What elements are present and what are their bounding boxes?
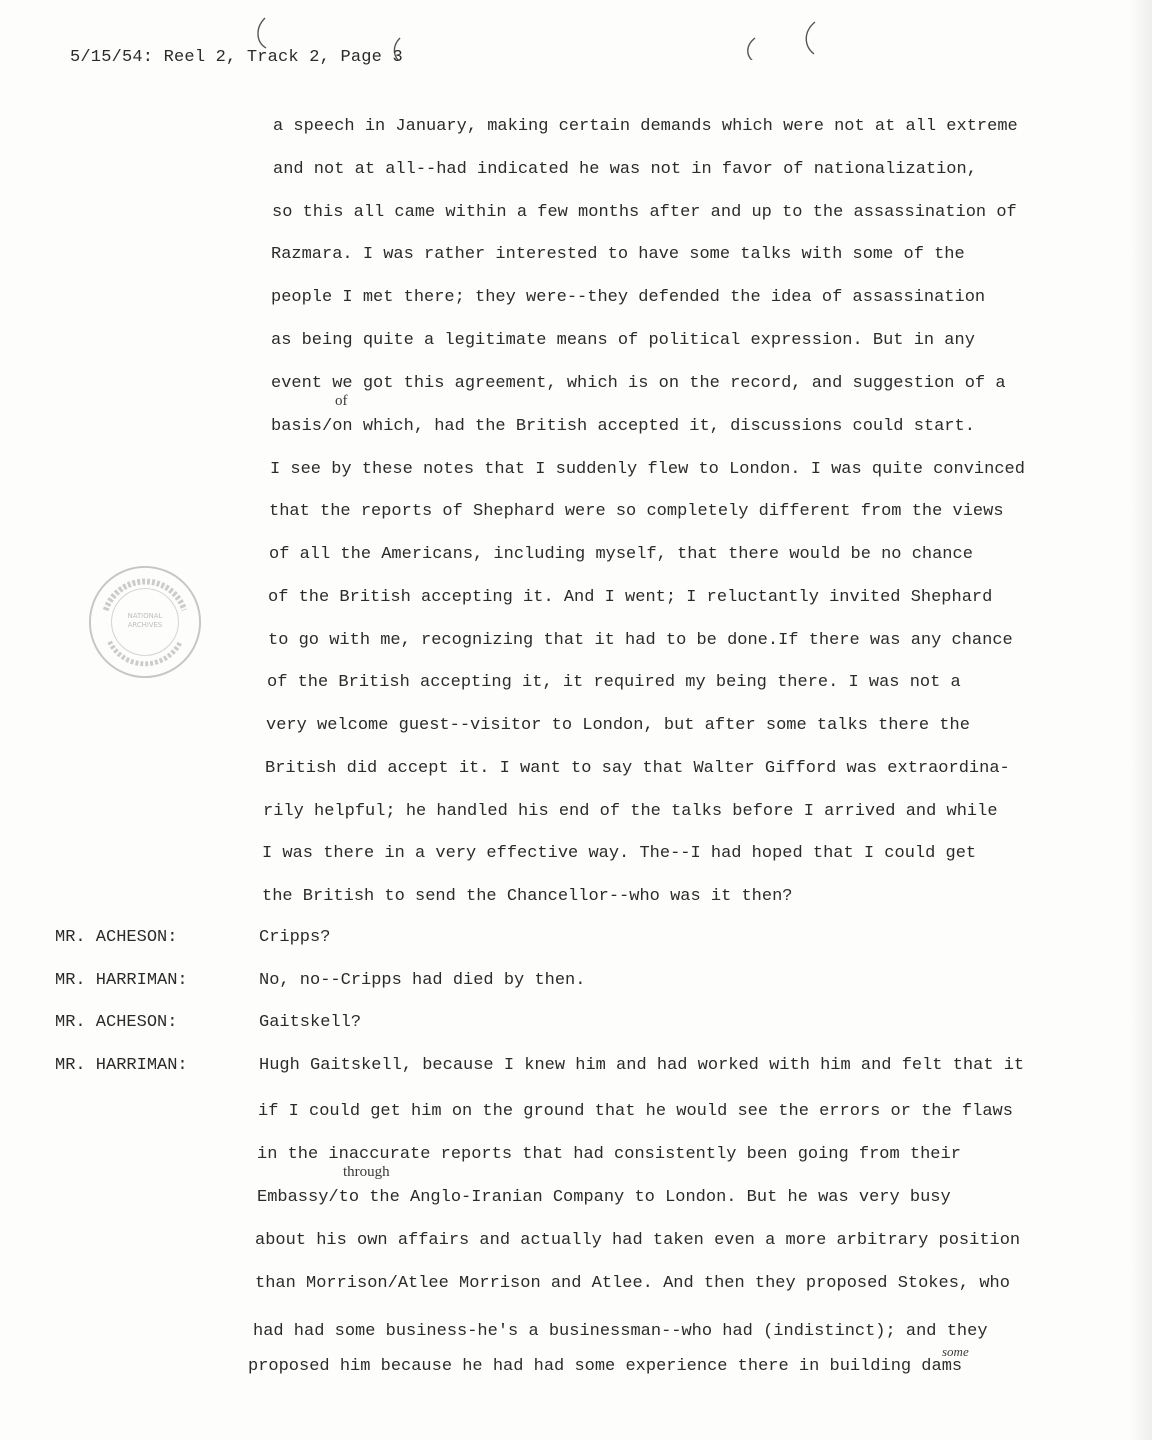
body-line: as being quite a legitimate means of political expression. But in any (271, 331, 975, 350)
continuation-line: Embassy/to the Anglo-Iranian Company to London. But he was very busy (257, 1188, 951, 1207)
handwritten-insertion-of: of (335, 393, 348, 409)
handwritten-insertion-some: some (942, 1344, 969, 1359)
body-line: very welcome guest--visitor to London, but after some talks there the (266, 716, 970, 735)
speaker-text: Hugh Gaitskell, because I knew him and had worked with him and felt that it (259, 1056, 1025, 1075)
speaker-label: MR. ACHESON: (55, 928, 178, 947)
body-line: of the British accepting it. And I went; I reluctantly invited Shephard (268, 588, 993, 607)
body-line: so this all came within a few months after and up to the assassination of (272, 203, 1017, 222)
continuation-line: if I could get him on the ground that he would see the errors or the flaws (258, 1102, 1013, 1121)
body-line: I see by these notes that I suddenly flew to London. I was quite convinced (270, 460, 1025, 479)
body-line: event we got this agreement, which is on the record, and suggestion of a (271, 374, 1006, 393)
body-line: people I met there; they were--they defended the idea of assassination (271, 288, 986, 307)
page-header-reference: 5/15/54: Reel 2, Track 2, Page 3 (70, 48, 403, 67)
handwritten-insertion-through: through (343, 1164, 390, 1180)
body-line: a speech in January, making certain demands which were not at all extreme (273, 117, 1018, 136)
body-line: Razmara. I was rather interested to have some talks with some of the (271, 245, 965, 264)
continuation-line: in the inaccurate reports that had consistently been going from their (257, 1145, 961, 1164)
body-line: the British to send the Chancellor--who was it then? (262, 887, 793, 906)
body-line: that the reports of Shephard were so completely different from the views (269, 502, 1004, 521)
body-line: of the British accepting it, it required my being there. I was not a (267, 673, 961, 692)
body-line: and not at all--had indicated he was not in favor of nationalization, (273, 160, 977, 179)
page-edge-shadow (1130, 0, 1152, 1440)
speaker-label: MR. HARRIMAN: (55, 1056, 188, 1075)
body-line: basis/on which, had the British accepted it, discussions could start. (271, 417, 975, 436)
archive-stamp-icon (86, 563, 204, 681)
svg-text:ARCHIVES: ARCHIVES (127, 620, 163, 629)
continuation-line: about his own affairs and actually had taken even a more arbitrary position (255, 1231, 1021, 1250)
speaker-label: MR. HARRIMAN: (55, 971, 188, 990)
body-line: to go with me, recognizing that it had to be done.If there was any chance (268, 631, 1013, 650)
speaker-text: Cripps? (259, 928, 331, 947)
continuation-line: proposed him because he had had some experience there in building dams (248, 1357, 963, 1376)
speaker-label: MR. ACHESON: (55, 1013, 178, 1032)
continuation-line: had had some business-he's a businessman--who had (indistinct); and they (253, 1322, 988, 1341)
body-line: I was there in a very effective way. The--I had hoped that I could get (262, 844, 977, 863)
speaker-text: No, no--Cripps had died by then. (259, 971, 586, 990)
continuation-line: than Morrison/Atlee Morrison and Atlee. And then they proposed Stokes, who (255, 1274, 1010, 1293)
speaker-text: Gaitskell? (259, 1013, 362, 1032)
body-line: of all the Americans, including myself, that there would be no chance (269, 545, 973, 564)
body-line: rily helpful; he handled his end of the talks before I arrived and while (263, 802, 998, 821)
svg-text:NATIONAL: NATIONAL (127, 612, 163, 621)
body-line: British did accept it. I want to say that Walter Gifford was extraordina- (265, 759, 1010, 778)
